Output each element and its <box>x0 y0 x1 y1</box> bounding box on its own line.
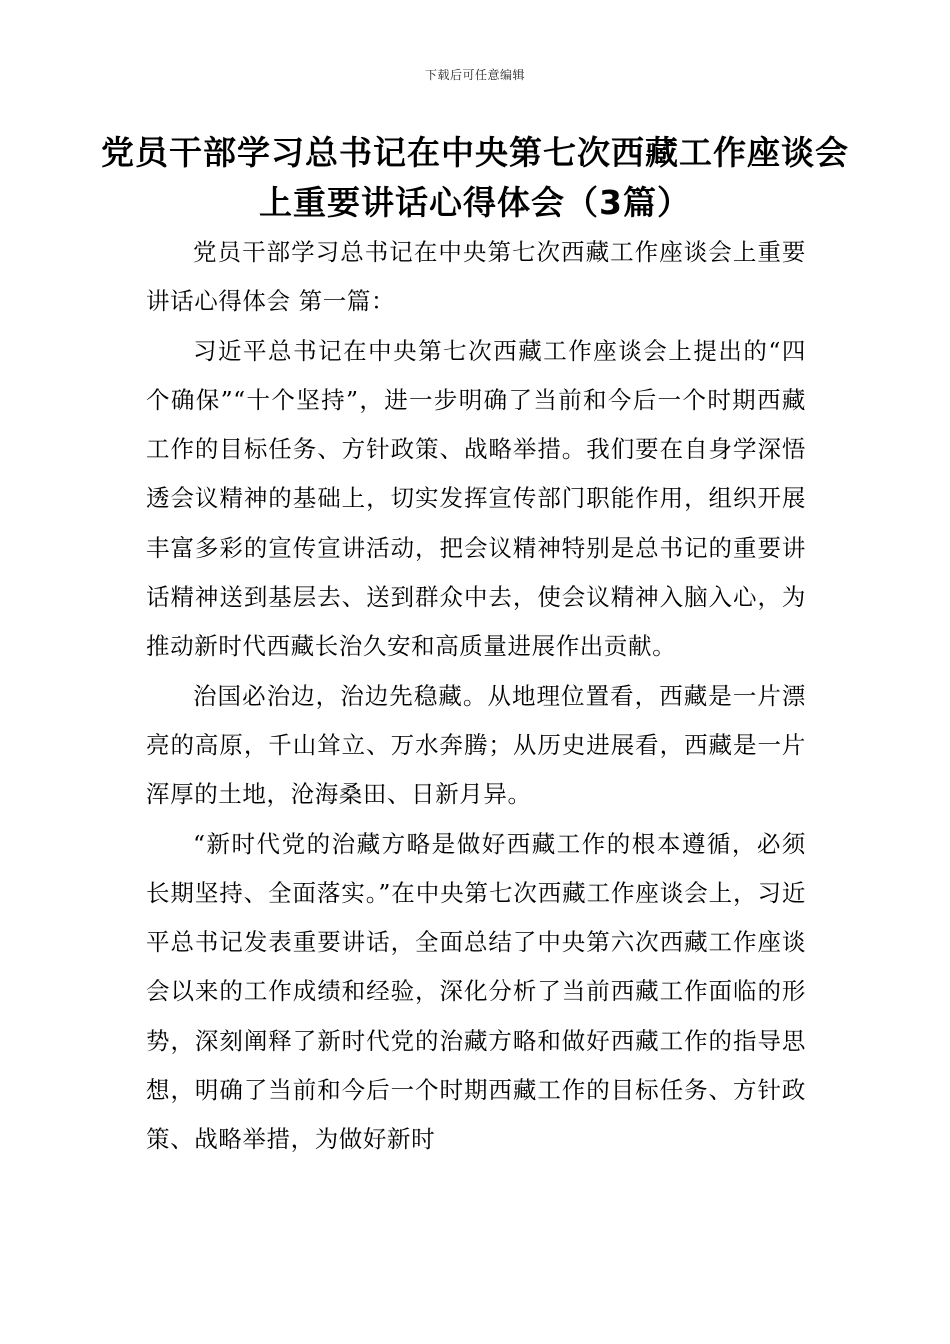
document-body <box>146 228 806 1165</box>
paragraph: “新时代党的治藏方略是做好西藏工作的根本遵循，必须长期坚持、全面落实。”在中央第七次西藏工作座谈会上，习近平总书记发表重要讲话，全面总结了中央第六次西藏工作座谈会以来的工作成绩和经验，深化分析了当前西藏工作面临的形势，深刻阐释了新时代党的治藏方略和做好西藏工作的指导思想，明确了当前和今后一个时期西藏工作的目标任务、方针政策、战略举措，为做好新时 <box>146 829 806 1154</box>
document-title: 党员干部学习总书记在中央第七次西藏工作座谈会上重要讲话心得体会（3篇） <box>101 133 849 222</box>
paragraph-subtitle: 党员干部学习总书记在中央第七次西藏工作座谈会上重要讲话心得体会 第一篇： <box>146 238 806 316</box>
paragraph: 治国必治边，治边先稳藏。从地理位置看，西藏是一片漂亮的高原，千山耸立、万水奔腾；从历史进展看，西藏是一片浑厚的土地，沧海桑田、日新月异。 <box>146 681 806 809</box>
header-note: 下载后可任意编辑 <box>424 68 525 82</box>
paragraph: 习近平总书记在中央第七次西藏工作座谈会上提出的“四个确保”“十个坚持”，进一步明确了当前和今后一个时期西藏工作的目标任务、方针政策、战略举措。我们要在自身学深悟透会议精神的基础上，切实发挥宣传部门职能作用，组织开展丰富多彩的宣传宣讲活动，把会议精神特别是总书记的重要讲话精神送到基层去、送到群众中去，使会议精神入脑入心，为推动新时代西藏长治久安和高质量进展作出贡献。 <box>146 336 806 661</box>
